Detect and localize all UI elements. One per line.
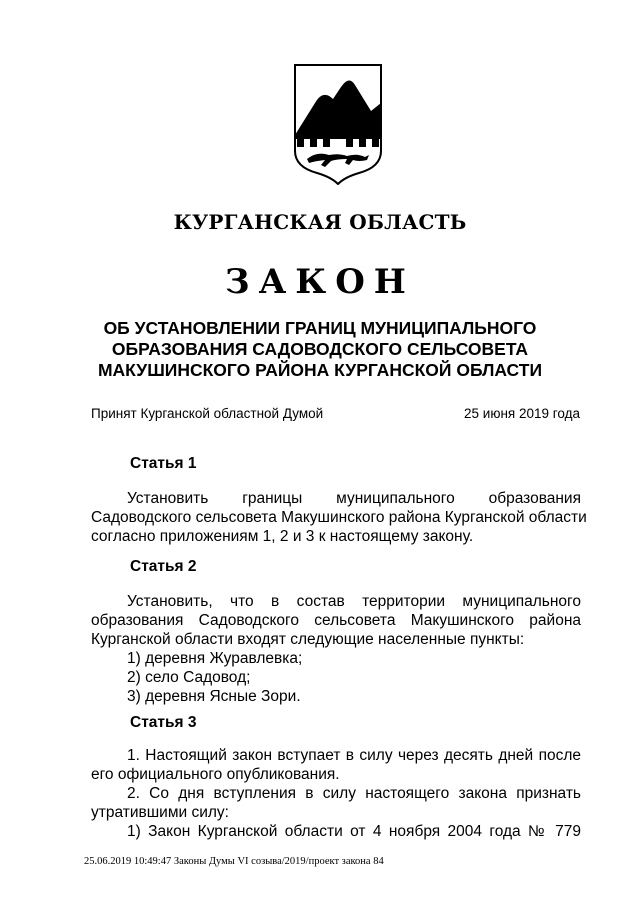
law-subject xyxy=(80,318,560,381)
article-1-line: Установить границы муниципального образования xyxy=(127,490,581,507)
article-3-line: 1) Закон Курганской области от 4 ноября 2004 года № 779 xyxy=(127,823,581,840)
article-2-line: образования Садоводского сельсовета Макушинского района xyxy=(91,612,581,629)
adopted-by: Принят Курганской областной Думой xyxy=(91,406,324,421)
adoption-date: 25 июня 2019 года xyxy=(464,406,580,421)
settlement-item: 2) село Садовод; xyxy=(127,669,251,686)
settlement-item: 1) деревня Журавлевка; xyxy=(127,650,303,667)
article-2-line: Курганской области входят следующие населенные пункты: xyxy=(91,631,525,648)
adoption-line xyxy=(91,406,580,421)
article-3-line: 1. Настоящий закон вступает в силу через десять дней после xyxy=(127,747,581,764)
settlement-item: 3) деревня Ясные Зори. xyxy=(127,688,301,705)
article-3-line: его официального опубликования. xyxy=(91,766,340,783)
subject-line: МАКУШИНСКОГО РАЙОНА КУРГАНСКОЙ ОБЛАСТИ xyxy=(97,360,543,380)
region-title: КУРГАНСКАЯ ОБЛАСТЬ xyxy=(173,210,467,234)
article-3-title: Статья 3 xyxy=(130,714,197,731)
article-1-line: Садоводского сельсовета Макушинского района Курганской области xyxy=(91,509,587,526)
document-type: ЗАКОН xyxy=(225,262,415,302)
article-1-title: Статья 1 xyxy=(130,455,197,472)
article-3-line: 2. Со дня вступления в силу настоящего закона признать xyxy=(127,785,581,802)
coat-of-arms-icon xyxy=(293,63,383,185)
article-1-line: согласно приложениям 1, 2 и 3 к настоящему закону. xyxy=(91,528,474,545)
document-footer: 25.06.2019 10:49:47 Законы Думы VI созыва/2019/проект закона 84 xyxy=(84,856,384,867)
article-2-line: Установить, что в состав территории муниципального xyxy=(127,593,581,610)
subject-line: ОБ УСТАНОВЛЕНИИ ГРАНИЦ МУНИЦИПАЛЬНОГО xyxy=(103,318,537,338)
article-2-title: Статья 2 xyxy=(130,558,197,575)
subject-line: ОБРАЗОВАНИЯ САДОВОДСКОГО СЕЛЬСОВЕТА xyxy=(111,339,529,359)
article-3-line: утратившими силу: xyxy=(91,804,229,821)
